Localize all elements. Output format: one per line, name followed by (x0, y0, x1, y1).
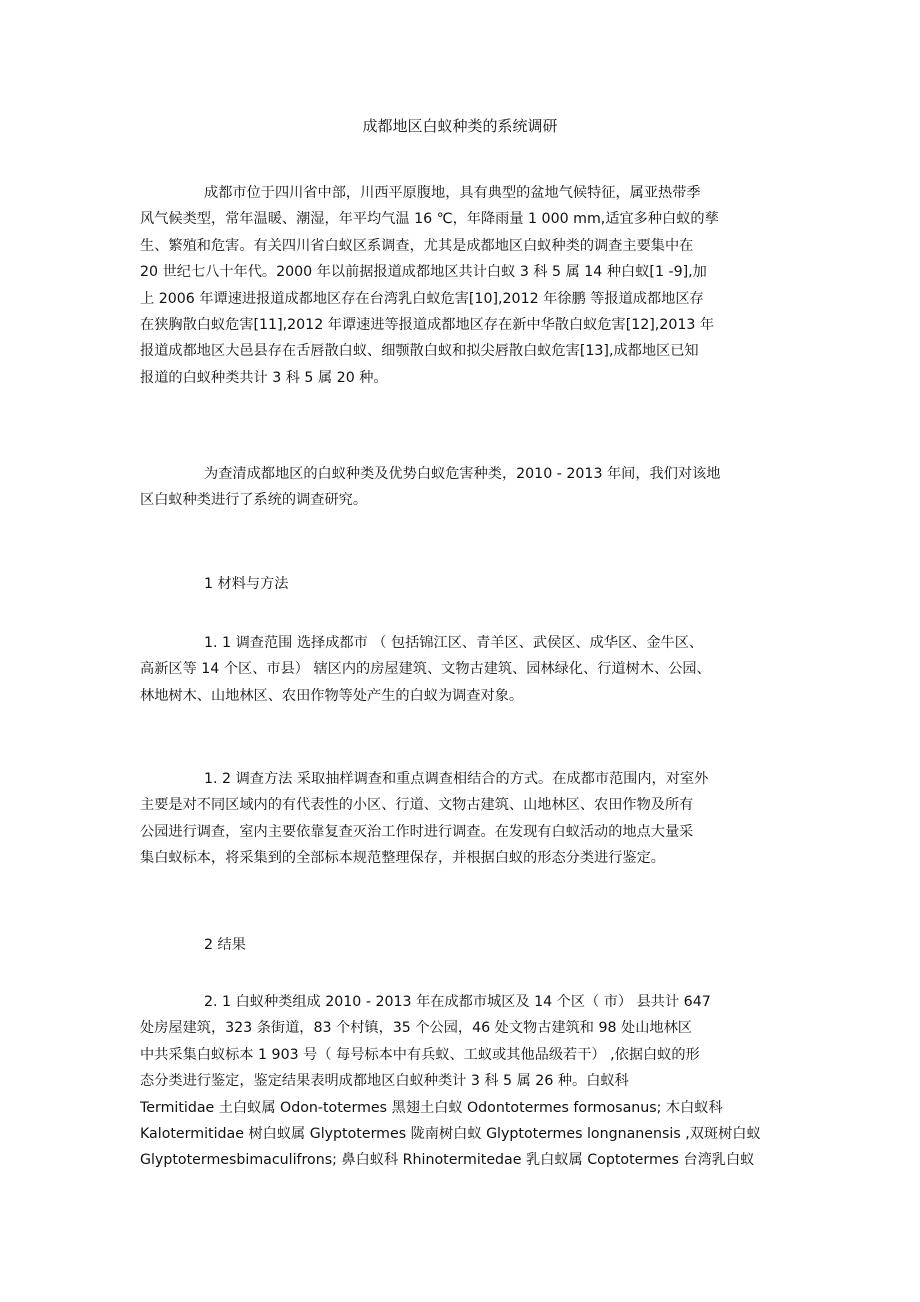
text-line: 上 2006 年谭速进报道成都地区存在台湾乳白蚁危害[10],2012 年徐鹏 等报道成都地区存 (140, 290, 704, 307)
text-line: 态分类进行鉴定，鉴定结果表明成都地区白蚁种类计 3 科 5 属 26 种。白蚁科 (140, 1073, 629, 1090)
text-line: 2. 1 白蚁种类组成 2010 - 2013 年在成都市城区及 14 个区（ 市） 县共计 647 (204, 994, 711, 1010)
species-composition-paragraph (140, 989, 800, 1174)
section-heading-methods: 1 材料与方法 (204, 576, 289, 592)
text-line: 报道成都地区大邑县存在舌唇散白蚁、细颚散白蚁和拟尖唇散白蚁危害[13],成都地区已知 (140, 343, 699, 360)
survey-method-paragraph (140, 766, 800, 872)
text-line: 为查清成都地区的白蚁种类及优势白蚁危害种类，2010 - 2013 年间，我们对该地 (204, 466, 721, 482)
survey-scope-paragraph (140, 630, 800, 709)
intro-paragraph (140, 180, 800, 391)
text-line: 高新区等 14 个区、市县） 辖区内的房屋建筑、文物古建筑、园林绿化、行道树木、公园、 (140, 661, 711, 678)
text-line: 主要是对不同区域内的有代表性的小区、行道、文物古建筑、山地林区、农田作物及所有 (140, 797, 694, 814)
text-line: 20 世纪七八十年代。2000 年以前据报道成都地区共计白蚁 3 科 5 属 14 种白蚁[1 -9],加 (140, 264, 707, 281)
text-line: Kalotermitidae 树白蚁属 Glyptotermes 陇南树白蚁 Glyptotermes longnanensis ,双斑树白蚁 (140, 1126, 761, 1143)
text-line: Termitidae 土白蚁属 Odon-totermes 黑翅土白蚁 Odontotermes formosanus; 木白蚁科 (140, 1099, 723, 1116)
text-line: Glyptotermesbimaculifrons; 鼻白蚁科 Rhinotermitedae 乳白蚁属 Coptotermes 台湾乳白蚁 (140, 1152, 755, 1169)
text-line: 生、繁殖和危害。有关四川省白蚁区系调查，尤其是成都地区白蚁种类的调查主要集中在 (140, 237, 694, 254)
text-line: 处房屋建筑，323 条街道，83 个村镇，35 个公园，46 处文物古建筑和 98 处山地林区 (140, 1020, 692, 1037)
text-line: 在狭胸散白蚁危害[11],2012 年谭速进等报道成都地区存在新中华散白蚁危害[12],2013 年 (140, 317, 715, 334)
text-line: 集白蚁标本，将采集到的全部标本规范整理保存，并根据白蚁的形态分类进行鉴定。 (140, 850, 665, 867)
text-line: 区白蚁种类进行了系统的调查研究。 (140, 492, 368, 509)
text-line: 中共采集白蚁标本 1 903 号（ 每号标本中有兵蚁、工蚁或其他品级若干） ,依据白蚁的形 (140, 1046, 700, 1063)
purpose-paragraph (140, 461, 800, 514)
text-line: 1. 2 调查方法 采取抽样调查和重点调查相结合的方式。在成都市范围内，对室外 (204, 771, 709, 787)
text-line: 报道的白蚁种类共计 3 科 5 属 20 种。 (140, 369, 388, 386)
text-line: 风气候类型，常年温暖、潮湿，年平均气温 16 ℃，年降雨量 1 000 mm,适宜多种白蚁的孳 (140, 211, 719, 228)
page-title: 成都地区白蚁种类的系统调研 (362, 117, 558, 135)
text-line: 成都市位于四川省中部，川西平原腹地，具有典型的盆地气候特征，属亚热带季 (204, 185, 701, 201)
text-line: 林地树木、山地林区、农田作物等处产生的白蚁为调查对象。 (140, 687, 524, 704)
section-heading-results: 2 结果 (204, 937, 246, 953)
text-line: 公园进行调查，室内主要依靠复查灭治工作时进行调查。在发现有白蚁活动的地点大量采 (140, 823, 694, 840)
text-line: 1. 1 调查范围 选择成都市 （ 包括锦江区、青羊区、武侯区、成华区、金牛区、 (204, 635, 704, 651)
